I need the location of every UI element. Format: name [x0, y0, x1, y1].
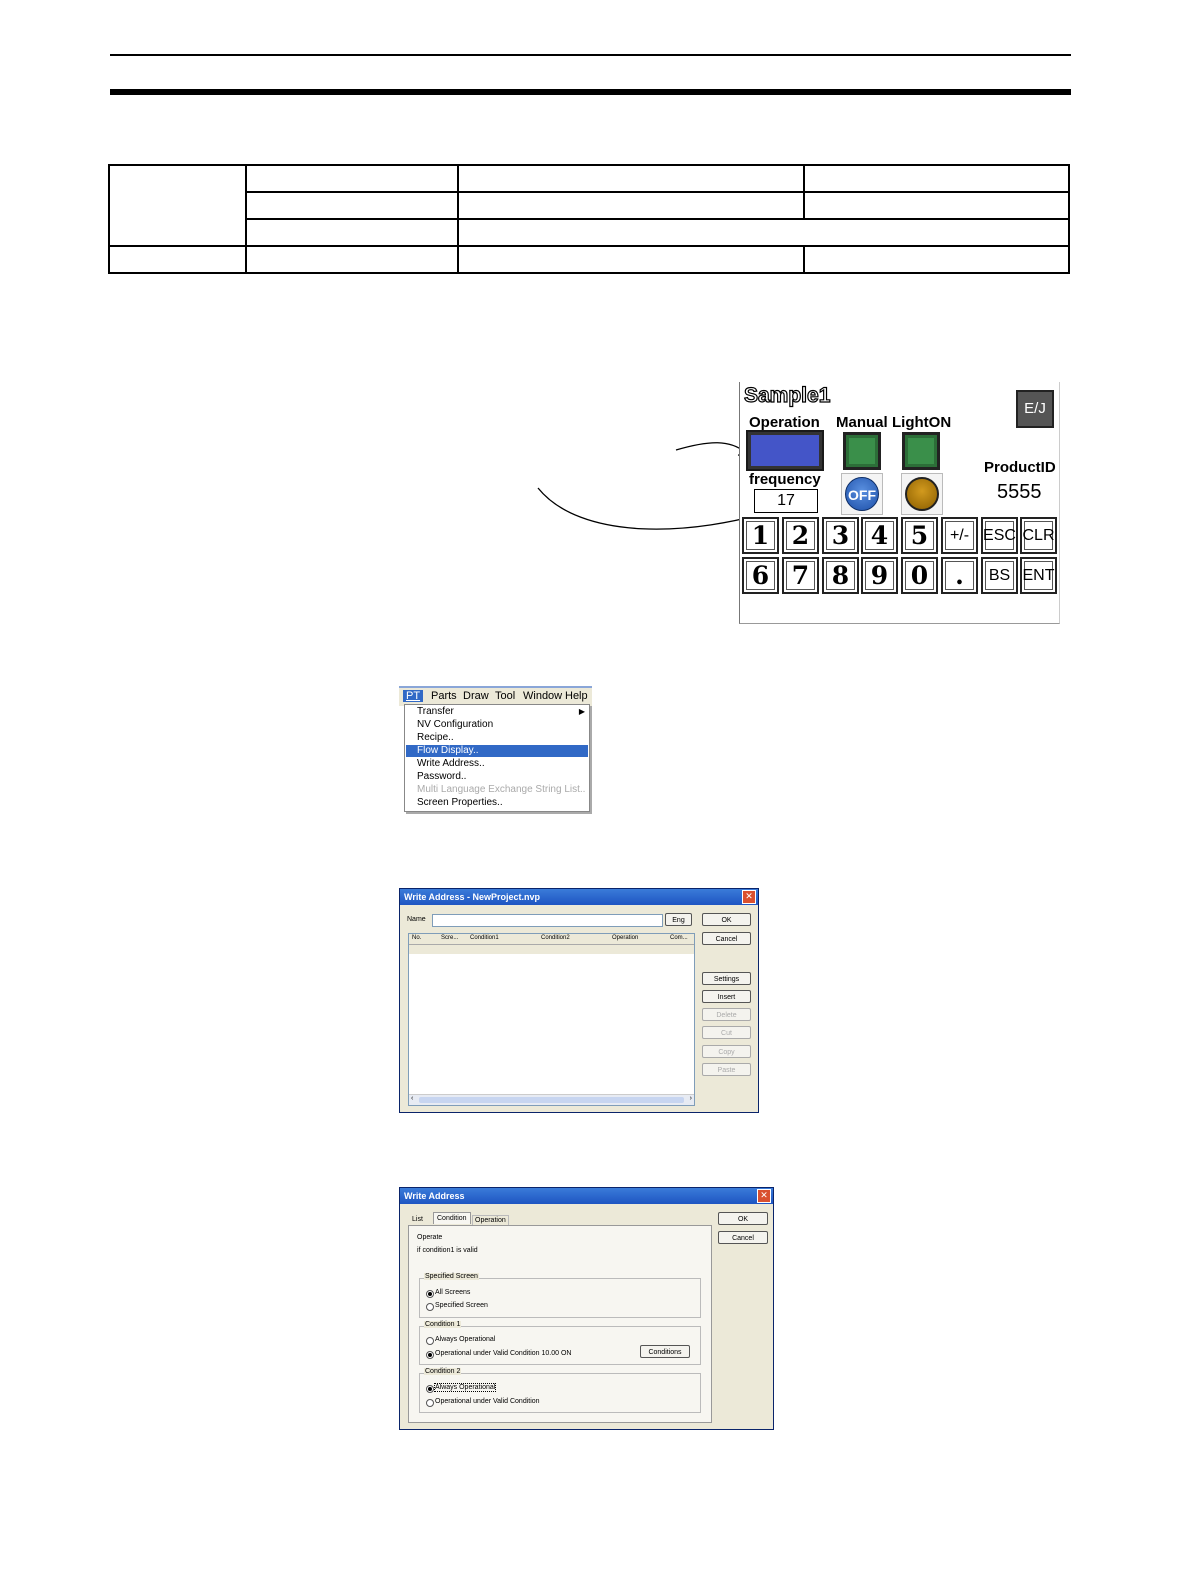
manual-lamp	[843, 432, 881, 470]
menu-item-password[interactable]: Password..	[417, 771, 467, 782]
table-cell	[109, 246, 246, 273]
radio-specified-screen[interactable]	[426, 1303, 434, 1311]
off-button-face: OFF	[845, 477, 879, 511]
key-6[interactable]: 6	[742, 557, 779, 594]
key-0[interactable]: 0	[901, 557, 938, 594]
paste-button[interactable]: Paste	[702, 1063, 751, 1076]
ok-button[interactable]: OK	[718, 1212, 768, 1225]
table-cell	[458, 192, 804, 219]
tab-condition[interactable]: Condition	[433, 1212, 471, 1224]
menu-item-multi-language[interactable]: Multi Language Exchange String List..	[417, 784, 586, 795]
key-8[interactable]: 8	[822, 557, 859, 594]
tab-panel	[408, 1225, 712, 1423]
lighton-toggle-button[interactable]	[901, 473, 943, 515]
pt-dropdown-menu	[404, 704, 590, 812]
write-address-list-dialog	[399, 888, 759, 1113]
settings-button[interactable]: Settings	[702, 972, 751, 985]
address-list[interactable]	[408, 933, 695, 1106]
group-caption: Condition 2	[425, 1368, 461, 1375]
table-cell	[458, 165, 804, 192]
copy-button[interactable]: Copy	[702, 1045, 751, 1058]
menu-item-screen-properties[interactable]: Screen Properties..	[417, 797, 503, 808]
dialog-titlebar: Write Address	[400, 1188, 773, 1204]
table-cell	[246, 192, 458, 219]
productid-value: 5555	[997, 481, 1042, 503]
menu-item-transfer[interactable]: Transfer	[417, 706, 454, 717]
key-ent[interactable]: ENT	[1020, 557, 1057, 594]
callout-arrows	[520, 430, 760, 540]
pt-sample-screen	[739, 382, 1060, 624]
tab-operation[interactable]: Operation	[472, 1215, 509, 1225]
table-cell	[804, 165, 1069, 192]
label-operation: Operation	[749, 414, 820, 431]
table-cell	[246, 165, 458, 192]
screen-title: Sample1	[744, 384, 831, 407]
table-cell	[246, 246, 458, 273]
eng-button[interactable]: Eng	[665, 913, 692, 926]
ej-button[interactable]: E/J	[1016, 390, 1054, 428]
group-caption: Condition 1	[425, 1321, 461, 1328]
label-lighton: LightON	[892, 414, 952, 431]
table-cell	[458, 219, 1069, 246]
table-cell	[804, 246, 1069, 273]
column-comment[interactable]: Com...	[670, 935, 688, 941]
key-bs[interactable]: BS	[981, 557, 1018, 594]
close-icon[interactable]: ✕	[742, 890, 756, 904]
menu-item-write-address[interactable]: Write Address..	[417, 758, 485, 769]
conditions-button[interactable]: Conditions	[640, 1345, 690, 1358]
menu-bar	[399, 686, 592, 706]
table-cell	[246, 219, 458, 246]
operate-text: if condition1 is valid	[417, 1247, 478, 1254]
delete-button[interactable]: Delete	[702, 1008, 751, 1021]
group-condition2	[419, 1368, 701, 1413]
menu-draw[interactable]: Draw	[463, 690, 489, 702]
menu-item-nv-configuration[interactable]: NV Configuration	[417, 719, 494, 730]
operate-label: Operate	[417, 1234, 443, 1241]
write-address-condition-dialog	[399, 1187, 774, 1430]
table-cell	[458, 246, 804, 273]
header-rule-thick	[110, 89, 1071, 95]
key-5[interactable]: 5	[901, 517, 938, 554]
column-operation[interactable]: Operation	[612, 935, 639, 941]
spec-table	[108, 164, 1070, 274]
cut-button[interactable]: Cut	[702, 1026, 751, 1039]
key-4[interactable]: 4	[861, 517, 898, 554]
key-1[interactable]: 1	[742, 517, 779, 554]
menu-pt[interactable]: PT	[403, 690, 423, 702]
key-3[interactable]: 3	[822, 517, 859, 554]
key-7[interactable]: 7	[782, 557, 819, 594]
menu-item-recipe[interactable]: Recipe..	[417, 732, 454, 743]
group-specified-screen	[419, 1273, 701, 1318]
close-icon[interactable]: ✕	[757, 1189, 771, 1203]
table-cell	[804, 192, 1069, 219]
key-9[interactable]: 9	[861, 557, 898, 594]
column-no[interactable]: No.	[412, 935, 422, 941]
radio-always-operational[interactable]	[426, 1337, 434, 1345]
label-always-operational-2: Always Operational	[435, 1384, 496, 1391]
name-input[interactable]	[432, 914, 663, 927]
horizontal-scrollbar[interactable]	[409, 1094, 694, 1105]
scroll-thumb[interactable]	[419, 1097, 684, 1103]
manual-toggle-button[interactable]	[841, 473, 883, 515]
tab-list[interactable]: List	[412, 1216, 423, 1223]
key-clr[interactable]: CLR	[1020, 517, 1057, 554]
radio-always-operational-2[interactable]	[426, 1385, 434, 1393]
key-decimal[interactable]: .	[941, 557, 978, 594]
key-esc[interactable]: ESC	[981, 517, 1018, 554]
lighton-lamp	[902, 432, 940, 470]
scroll-right-icon[interactable]: ›	[689, 1095, 692, 1102]
pt-menu-screenshot	[399, 686, 592, 812]
arrow-to-frequency	[538, 488, 760, 529]
label-valid-condition: Operational under Valid Condition 10.00 ON	[435, 1350, 572, 1357]
label-always-operational: Always Operational	[435, 1336, 496, 1343]
group-caption: Specified Screen	[425, 1273, 478, 1280]
key-plus-minus[interactable]: +/-	[941, 517, 978, 554]
label-productid: ProductID	[984, 459, 1056, 476]
list-header	[409, 934, 694, 945]
column-condition2[interactable]: Condition2	[541, 935, 570, 941]
frequency-display[interactable]: 17	[754, 489, 818, 513]
table-row[interactable]	[409, 945, 694, 954]
label-valid-condition-2: Operational under Valid Condition	[435, 1398, 540, 1405]
menu-help[interactable]: Help	[565, 690, 588, 702]
arrow-to-operation	[676, 443, 745, 452]
column-condition1[interactable]: Condition1	[470, 935, 499, 941]
header-rule-thin	[110, 54, 1071, 56]
menu-parts[interactable]: Parts	[431, 690, 457, 702]
key-2[interactable]: 2	[782, 517, 819, 554]
name-label: Name	[407, 916, 426, 923]
radio-valid-condition-2[interactable]	[426, 1399, 434, 1407]
scroll-left-icon[interactable]: ‹	[411, 1095, 414, 1102]
dialog-titlebar: Write Address - NewProject.nvp	[400, 889, 758, 905]
cancel-button[interactable]: Cancel	[718, 1231, 768, 1244]
label-frequency: frequency	[749, 471, 821, 488]
column-screen[interactable]: Scre...	[441, 935, 459, 941]
label-manual: Manual	[836, 414, 888, 431]
label-specified-screen: Specified Screen	[435, 1302, 488, 1309]
radio-valid-condition[interactable]	[426, 1351, 434, 1359]
light-button-face	[905, 477, 939, 511]
insert-button[interactable]: Insert	[702, 990, 751, 1003]
menu-tool[interactable]: Tool	[495, 690, 516, 702]
ok-button[interactable]: OK	[702, 913, 751, 926]
radio-all-screens[interactable]	[426, 1290, 434, 1298]
menu-item-flow-display[interactable]: Flow Display..	[417, 745, 479, 756]
operation-lamp	[748, 432, 822, 469]
label-all-screens: All Screens	[435, 1289, 471, 1296]
menu-window[interactable]: Window	[523, 690, 563, 702]
submenu-arrow-icon: ▶	[578, 707, 585, 716]
group-condition1	[419, 1321, 701, 1365]
cancel-button[interactable]: Cancel	[702, 932, 751, 945]
table-cell	[109, 165, 246, 246]
